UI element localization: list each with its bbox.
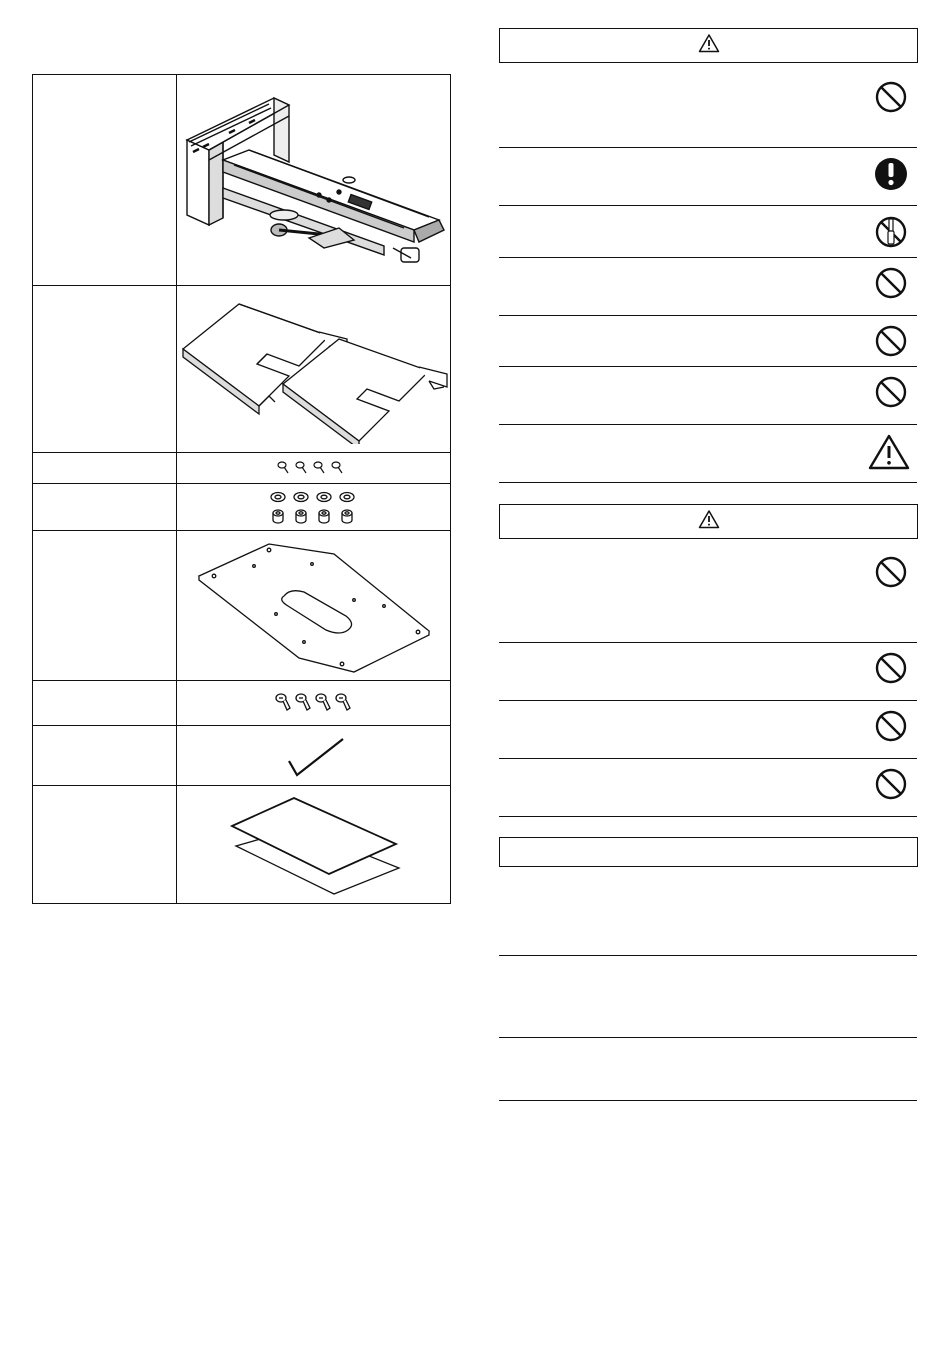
caution-section-header [499, 504, 918, 539]
prohibition-icon [874, 324, 908, 358]
part-image-mounting-plate [177, 531, 450, 680]
note-item [499, 1038, 917, 1101]
caution-item [499, 701, 917, 759]
prohibition-icon [874, 266, 908, 300]
note-item [499, 867, 917, 956]
part-image-manual-sheets [177, 786, 450, 903]
parts-row [33, 725, 450, 785]
warning-triangle-icon [698, 33, 720, 58]
part-image-cable-covers [177, 286, 450, 452]
part-image-wall-mount-bracket [177, 75, 450, 285]
prohibition-icon [874, 555, 908, 589]
mandatory-action-icon [874, 157, 908, 191]
parts-row [33, 530, 450, 680]
caution-item [499, 759, 917, 817]
warning-item [499, 425, 917, 483]
parts-row [33, 285, 450, 452]
do-not-disassemble-icon [874, 215, 908, 249]
parts-table [32, 74, 451, 904]
part-image-hex-wrench [177, 726, 450, 785]
warning-item [499, 206, 917, 258]
caution-item [499, 643, 917, 701]
part-name [33, 484, 177, 530]
part-image-small-screws [177, 453, 450, 483]
parts-row [33, 483, 450, 530]
warning-section-header [499, 28, 918, 63]
part-name [33, 286, 177, 452]
warning-item [499, 63, 917, 148]
prohibition-icon [874, 767, 908, 801]
prohibition-icon [874, 80, 908, 114]
part-name [33, 786, 177, 903]
part-name [33, 453, 177, 483]
warning-item [499, 367, 917, 425]
part-image-large-screws [177, 681, 450, 725]
parts-row [33, 75, 450, 285]
caution-triangle-icon [867, 433, 911, 471]
warning-triangle-icon [698, 509, 720, 534]
part-name [33, 726, 177, 785]
warning-item [499, 148, 917, 206]
prohibition-icon [874, 709, 908, 743]
caution-item [499, 539, 917, 643]
notes-section-header [499, 837, 918, 867]
parts-row [33, 452, 450, 483]
prohibition-icon [874, 375, 908, 409]
warning-item [499, 258, 917, 316]
prohibition-icon [874, 651, 908, 685]
warning-item [499, 316, 917, 367]
part-image-washers-spacers [177, 484, 450, 530]
part-name [33, 75, 177, 285]
part-name [33, 531, 177, 680]
note-item [499, 956, 917, 1038]
parts-row [33, 785, 450, 903]
parts-row [33, 680, 450, 725]
part-name [33, 681, 177, 725]
